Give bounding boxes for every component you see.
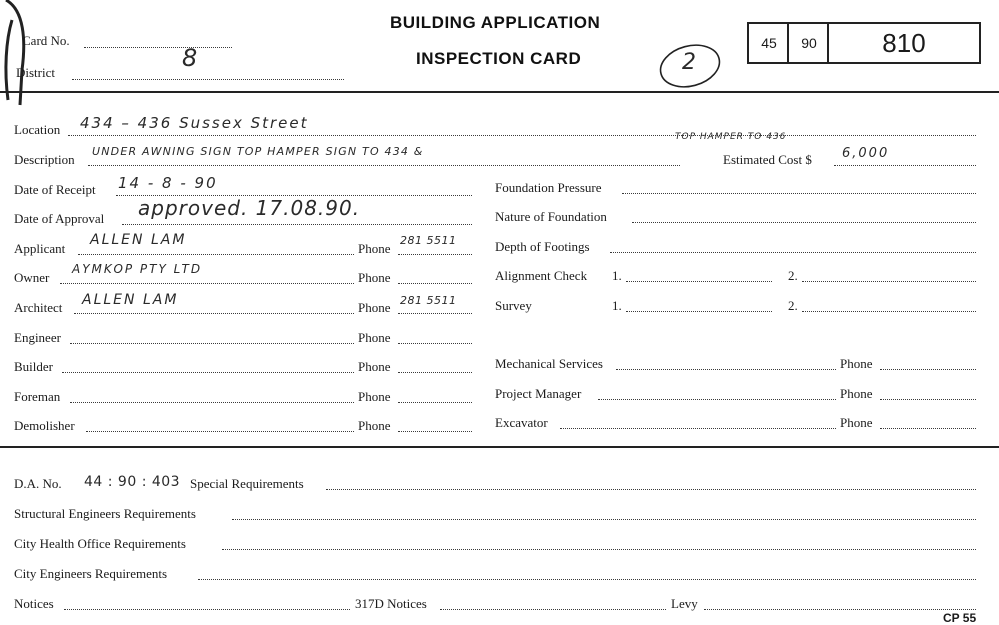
engineer-phone-line	[398, 343, 472, 344]
nature-foundation-line	[632, 222, 976, 223]
notices-label: Notices	[14, 596, 54, 611]
alignment-2: 2.	[788, 268, 798, 283]
title-line-2: INSPECTION CARD	[416, 49, 582, 68]
alignment-label: Alignment Check	[495, 268, 588, 283]
description-line	[88, 165, 680, 166]
excavator-line	[560, 428, 836, 429]
city-eng-line	[198, 579, 976, 580]
approval-value: approved. 17.08.90.	[138, 196, 361, 220]
applicant-phone-line	[398, 254, 472, 255]
owner-value: AYMKOP PTY LTD	[72, 262, 203, 276]
location-label: Location	[14, 122, 61, 137]
card-no-label: Card No.	[22, 33, 70, 48]
estimated-cost-label: Estimated Cost $	[723, 152, 812, 167]
excavator-phone-line	[880, 428, 976, 429]
engineer-phone-label: Phone	[358, 330, 391, 345]
district-value: 8	[182, 44, 199, 72]
notices-317d-line	[440, 609, 666, 610]
receipt-value: 14 - 8 - 90	[118, 174, 218, 192]
foreman-line	[70, 402, 354, 403]
demolisher-phone-line	[398, 431, 472, 432]
excavator-label: Excavator	[495, 415, 548, 430]
survey-1: 1.	[612, 298, 622, 313]
foreman-label: Foreman	[14, 389, 61, 404]
excavator-phone-label: Phone	[840, 415, 873, 430]
architect-phone-label: Phone	[358, 300, 391, 315]
receipt-label: Date of Receipt	[14, 182, 96, 197]
nature-foundation-label: Nature of Foundation	[495, 209, 607, 224]
applicant-phone-value: 281 5511	[400, 234, 457, 247]
architect-phone-value: 281 5511	[400, 294, 457, 307]
demolisher-phone-label: Phone	[358, 418, 391, 433]
header-divider	[0, 91, 999, 93]
survey-1-line	[626, 311, 772, 312]
requirements-divider	[0, 446, 999, 448]
applicant-line	[78, 254, 354, 255]
depth-footings-line	[610, 252, 976, 253]
special-line	[326, 489, 976, 490]
owner-phone-label: Phone	[358, 270, 391, 285]
mechanical-phone-label: Phone	[840, 356, 873, 371]
depth-footings-label: Depth of Footings	[495, 239, 590, 254]
mechanical-line	[616, 369, 836, 370]
structural-label: Structural Engineers Requirements	[14, 506, 196, 521]
district-line	[72, 79, 344, 80]
district-label: District	[16, 65, 55, 80]
description-label: Description	[14, 152, 75, 167]
description-value: UNDER AWNING SIGN TOP HAMPER SIGN TO 434 &	[92, 145, 424, 158]
ref-box-a-value: 45	[761, 35, 777, 51]
notices-line	[64, 609, 350, 610]
health-label: City Health Office Requirements	[14, 536, 186, 551]
owner-label: Owner	[14, 270, 50, 285]
applicant-value: ALLEN LAM	[90, 232, 187, 248]
alignment-1: 1.	[612, 268, 622, 283]
engineer-label: Engineer	[14, 330, 61, 345]
approval-line	[122, 224, 472, 225]
levy-label: Levy	[671, 596, 698, 611]
title-line-1: BUILDING APPLICATION	[390, 13, 601, 32]
mechanical-phone-line	[880, 369, 976, 370]
notices-317d-label: 317D Notices	[355, 596, 427, 611]
architect-label: Architect	[14, 300, 63, 315]
project-manager-phone-label: Phone	[840, 386, 873, 401]
ref-box-a	[747, 22, 791, 64]
survey-2: 2.	[788, 298, 798, 313]
builder-phone-line	[398, 372, 472, 373]
ref-box-c-value: 810	[882, 28, 926, 58]
health-line	[222, 549, 976, 550]
ref-box-b-value: 90	[801, 35, 817, 51]
location-line	[68, 135, 976, 136]
architect-line	[74, 313, 354, 314]
project-manager-phone-line	[880, 399, 976, 400]
foundation-pressure-label: Foundation Pressure	[495, 180, 602, 195]
estimated-cost-value: 6,000	[842, 146, 890, 161]
builder-line	[62, 372, 354, 373]
builder-phone-label: Phone	[358, 359, 391, 374]
project-manager-line	[598, 399, 836, 400]
engineer-line	[70, 343, 354, 344]
approval-label: Date of Approval	[14, 211, 105, 226]
foreman-phone-label: Phone	[358, 389, 391, 404]
survey-label: Survey	[495, 298, 532, 313]
architect-phone-line	[398, 313, 472, 314]
ref-box-c	[827, 22, 981, 64]
card-no-line	[84, 47, 232, 48]
ref-box-b	[787, 22, 831, 64]
estimated-cost-line	[834, 165, 976, 166]
alignment-2-line	[802, 281, 976, 282]
project-manager-label: Project Manager	[495, 386, 582, 401]
owner-line	[60, 283, 354, 284]
mechanical-label: Mechanical Services	[495, 356, 603, 371]
location-value: 434 – 436 Sussex Street	[80, 114, 309, 132]
structural-line	[232, 519, 976, 520]
owner-phone-line	[398, 283, 472, 284]
da-value: 44 : 90 : 403	[84, 474, 181, 490]
applicant-phone-label: Phone	[358, 241, 391, 256]
builder-label: Builder	[14, 359, 53, 374]
demolisher-line	[86, 431, 354, 432]
paper-clip-mark	[0, 0, 30, 110]
circled-number: 2	[682, 50, 698, 75]
special-label: Special Requirements	[190, 476, 304, 491]
description-extra: TOP HAMPER TO 436	[675, 132, 787, 142]
applicant-label: Applicant	[14, 241, 66, 256]
alignment-1-line	[626, 281, 772, 282]
levy-line	[704, 609, 976, 610]
city-eng-label: City Engineers Requirements	[14, 566, 168, 581]
da-label: D.A. No.	[14, 476, 62, 491]
demolisher-label: Demolisher	[14, 418, 75, 433]
foundation-pressure-line	[622, 193, 976, 194]
architect-value: ALLEN LAM	[82, 292, 179, 308]
form-code: CP 55	[943, 611, 977, 625]
survey-2-line	[802, 311, 976, 312]
foreman-phone-line	[398, 402, 472, 403]
